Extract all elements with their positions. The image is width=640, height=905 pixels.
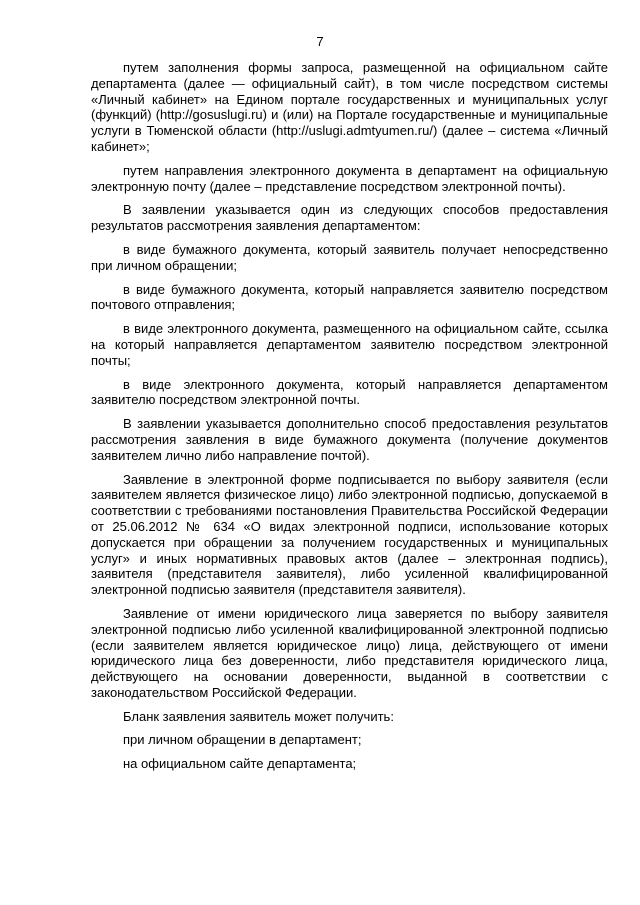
paragraph-email-submission: путем направления электронного документа в департамент на официальную электронную почту (далее – представление посредством электронной почты). bbox=[91, 162, 608, 194]
page-number: 7 bbox=[316, 34, 324, 49]
paragraph-result-methods: В заявлении указывается один из следующих способов предоставления результатов рассмотрения заявления департаментом: bbox=[91, 202, 608, 234]
paragraph-electronic-signature-legal-entity: Заявление от имени юридического лица заверяется по выбору заявителя электронной подписью либо усиленной квалифицированной электронной подписью (если заявителем является юридическое лицо) лица, действующего от имени юридического лица без доверенности, либо представителя юридического лица, действующего на основании доверенности, выданной в соответствии с законодательством Российской Федерации. bbox=[91, 605, 608, 700]
paragraph-paper-in-person: в виде бумажного документа, который заявитель получает непосредственно при личном обращении; bbox=[91, 241, 608, 273]
paragraph-form-in-person: при личном обращении в департамент; bbox=[123, 732, 362, 748]
paragraph-electronic-email: в виде электронного документа, который направляется департаментом заявителю посредством электронной почты. bbox=[91, 376, 608, 408]
paragraph-form-obtain: Бланк заявления заявитель может получить: bbox=[123, 708, 394, 724]
paragraph-request-form: путем заполнения формы запроса, размещенной на официальном сайте департамента (далее — официальный сайт), в том числе посредством системы «Личный кабинет» на Едином портале государственных и муниципальных услуг (функций) (http://gosuslugi.ru) и (или) на Портале государственные и муниципальные услуги в Тюменской области (http://uslugi.admtyumen.ru/) (далее – система «Личный кабинет»; bbox=[91, 60, 608, 154]
document-body bbox=[91, 60, 608, 780]
paragraph-electronic-link: в виде электронного документа, размещенного на официальном сайте, ссылка на который направляется департаментом заявителю посредством электронной почты; bbox=[91, 321, 608, 368]
paragraph-electronic-signature-individual: Заявление в электронной форме подписывается по выбору заявителя (если заявителем является физическое лицо) либо электронной подписью, допускаемой в соответствии с требованиями постановления Правительства Российской Федерации от 25.06.2012 № 634 «О видах электронной подписи, использование которых допускается при обращении за получением государственных и муниципальных услуг» и иных нормативных правовых актов (далее – электронная подпись), заявителя (представителя заявителя), либо усиленной квалифицированной электронной подписью заявителя (представителя заявителя). bbox=[91, 471, 608, 598]
paragraph-additional-paper: В заявлении указывается дополнительно способ предоставления результатов рассмотрения заявления в виде бумажного документа (получение документов заявителем лично либо направление почтой). bbox=[91, 416, 608, 463]
paragraph-form-website: на официальном сайте департамента; bbox=[123, 756, 357, 772]
paragraph-paper-by-mail: в виде бумажного документа, который направляется заявителю посредством почтового отправления; bbox=[91, 281, 608, 313]
